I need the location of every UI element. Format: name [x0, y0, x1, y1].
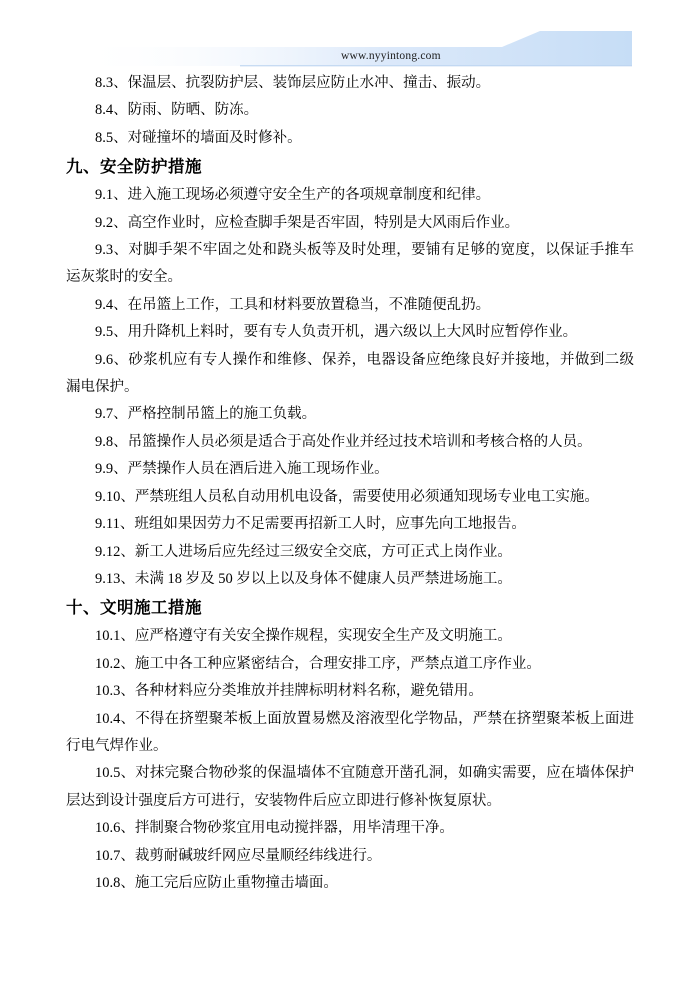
paragraph: 9.9、严禁操作人员在酒后进入施工现场作业。 [95, 461, 389, 478]
paragraph: 10.7、裁剪耐碱玻纤网应尽量顺经纬线进行。 [95, 847, 382, 864]
paragraph: 9.7、严格控制吊篮上的施工负载。 [95, 406, 317, 423]
paragraph: 10.5、对抹完聚合物砂浆的保温墙体不宜随意开凿孔洞，如确实需要，应在墙体保护层达到设计强度后方可进行，安装物件后应立即进行修补恢复原状。 [66, 765, 634, 809]
paragraph: 9.6、砂浆机应有专人操作和维修、保养，电器设备应绝缘良好并接地，并做到二级漏电保护。 [66, 351, 634, 396]
paragraph: 10.3、各种材料应分类堆放并挂牌标明材料名称，避免错用。 [95, 683, 483, 700]
paragraph: 9.11、班组如果因劳力不足需要再招新工人时，应事先向工地报告。 [95, 516, 526, 533]
section-heading: 九、安全防护措施 [66, 158, 202, 177]
watermark-url: www.nyyintong.com [341, 50, 441, 62]
paragraph: 8.3、保温层、抗裂防护层、装饰层应防止水冲、撞击、振动。 [95, 75, 491, 91]
paragraph: 10.1、应严格遵守有关安全操作规程，实现安全生产及文明施工。 [95, 628, 512, 645]
banner-bottom-edge [240, 65, 632, 66]
paragraph: 9.12、新工人进场后应先经过三级安全交底，方可正式上岗作业。 [95, 543, 512, 560]
section-heading: 十、文明施工措施 [66, 599, 202, 618]
paragraph: 10.8、施工完后应防止重物撞击墙面。 [95, 874, 338, 891]
paragraph: 10.6、拌制聚合物砂浆宜用电动搅拌器，用毕清理干净。 [95, 820, 454, 837]
paragraph: 9.8、吊篮操作人员必须是适合于高处作业并经过技术培训和考核合格的人员。 [95, 433, 592, 450]
paragraph: 9.4、在吊篮上工作，工具和材料要放置稳当，不准随便乱扔。 [95, 296, 491, 313]
paragraph: 9.1、进入施工现场必须遵守安全生产的各项规章制度和纪律。 [95, 187, 491, 204]
paragraph: 10.4、不得在挤塑聚苯板上面放置易燃及溶液型化学物品，严禁在挤塑聚苯板上面进行电气焊作业。 [66, 710, 634, 754]
paragraph: 8.4、防雨、防晒、防冻。 [95, 102, 259, 119]
paragraph: 9.13、未满 18 岁及 50 岁以上以及身体不健康人员严禁进场施工。 [95, 570, 512, 587]
paragraph: 9.2、高空作业时，应检查脚手架是否牢固，特别是大风雨后作业。 [95, 214, 520, 231]
paragraph: 10.2、施工中各工种应紧密结合，合理安排工序，严禁点道工序作业。 [95, 655, 541, 672]
paragraph: 9.10、严禁班组人员私自动用机电设备，需要使用必须通知现场专业电工实施。 [95, 488, 599, 505]
paragraph: 9.3、对脚手架不牢固之处和跷头板等及时处理，要铺有足够的宽度，以保证手推车运灰浆时的安全。 [66, 242, 634, 286]
paragraph: 8.5、对碰撞坏的墙面及时修补。 [95, 129, 302, 146]
paragraph: 9.5、用升降机上料时，要有专人负责开机，遇六级以上大风时应暂停作业。 [95, 324, 578, 341]
document-body [66, 70, 634, 897]
